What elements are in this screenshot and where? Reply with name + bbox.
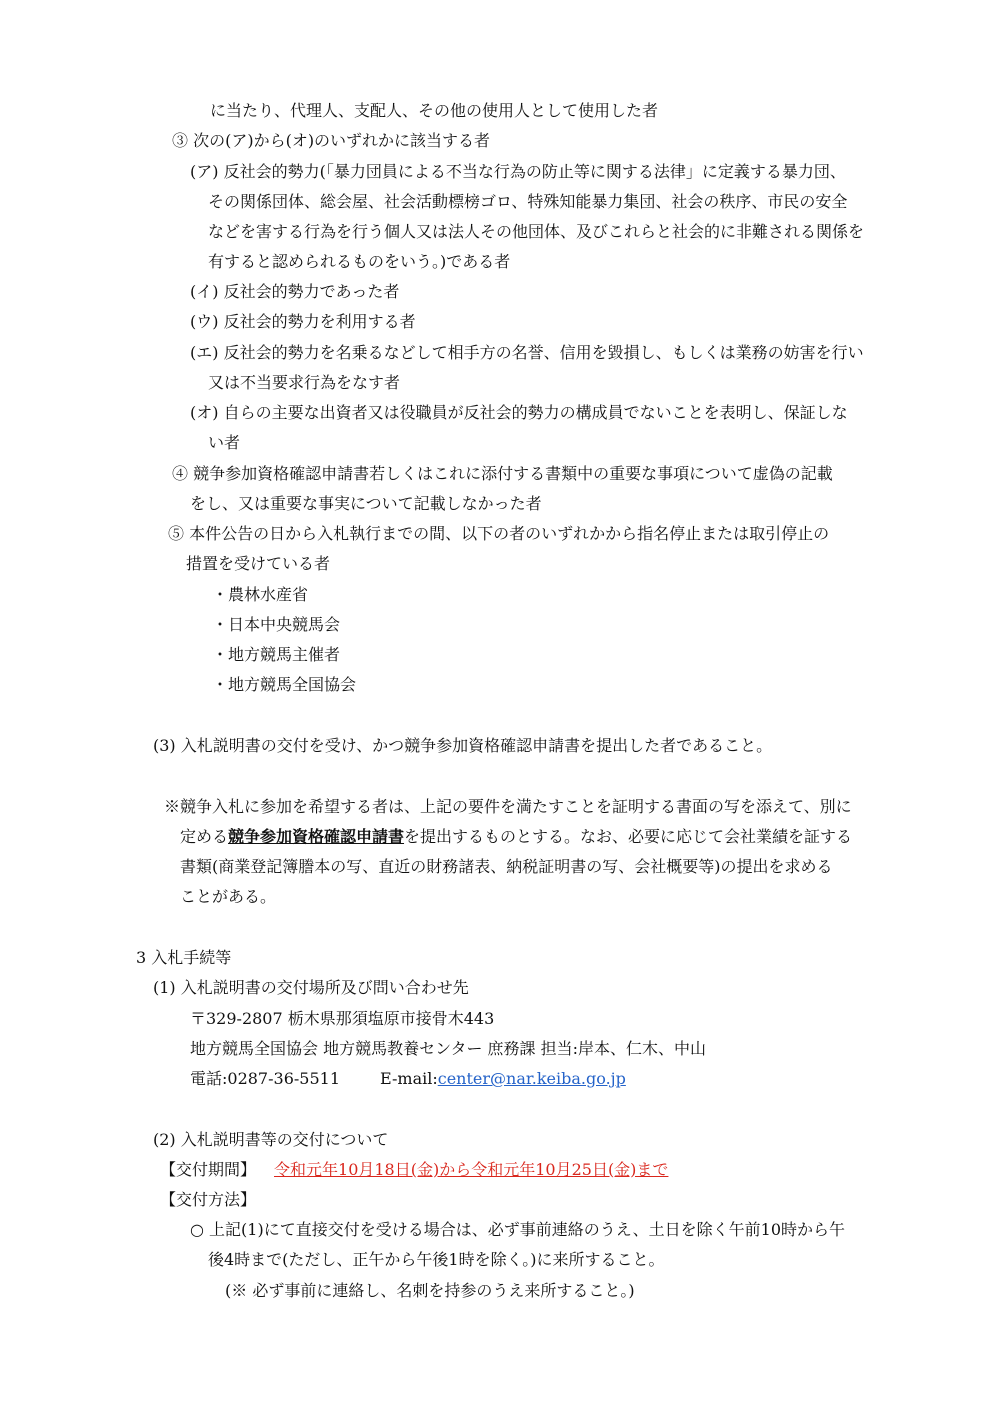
note-line xyxy=(180,826,852,848)
note-prefix: 定める xyxy=(180,827,229,846)
text-line: 措置を受けている者 xyxy=(186,554,331,573)
text-line: 後4時まで(ただし、正午から午後1時を除く。)に来所すること。 xyxy=(208,1250,665,1269)
note-line: 書類(商業登記簿謄本の写、直近の財務諸表、納税証明書の写、会社概要等)の提出を求める xyxy=(180,857,833,876)
bullet-item: ・農林水産省 xyxy=(212,585,309,604)
note-line: ことがある。 xyxy=(180,887,277,906)
method-item: ○ 上記(1)にて直接交付を受ける場合は、必ず事前連絡のうえ、土日を除く午前10時から午 xyxy=(190,1220,846,1239)
period-line xyxy=(160,1159,668,1181)
bullet-item: ・地方競馬主催者 xyxy=(212,645,341,664)
office-line: 地方競馬全国協会 地方競馬教養センター 庶務課 担当:岸本、仁木、中山 xyxy=(190,1039,707,1058)
text-line: などを害する行為を行う個人又は法人その他団体、及びこれらと社会的に非難される関係を xyxy=(208,222,865,241)
text-line: 又は不当要求行為をなす者 xyxy=(208,373,401,392)
text-line: その関係団体、総会屋、社会活動標榜ゴロ、特殊知能暴力集団、社会の秩序、市民の安全 xyxy=(208,192,848,211)
period-value: 令和元年10月18日(金)から令和元年10月25日(金)まで xyxy=(274,1160,669,1179)
note-suffix: を提出するものとする。なお、必要に応じて会社業績を証する xyxy=(404,827,853,846)
text-line: をし、又は重要な事実について記載しなかった者 xyxy=(190,494,542,513)
note-line: ※競争入札に参加を希望する者は、上記の要件を満たすことを証明する書面の写を添えて、別に xyxy=(164,797,852,816)
email-label: E-mail: xyxy=(380,1069,438,1088)
text-line: い者 xyxy=(208,433,241,452)
section-item-3: (3) 入札説明書の交付を受け、かつ競争参加資格確認申請書を提出した者であること。 xyxy=(153,736,773,755)
address-line: 〒329-2807 栃木県那須塩原市接骨木443 xyxy=(190,1009,495,1028)
list-item-4: ④ 競争参加資格確認申請書若しくはこれに添付する書類中の重要な事項について虚偽の記載 xyxy=(172,464,833,483)
text-line: に当たり、代理人、支配人、その他の使用人として使用した者 xyxy=(210,101,659,120)
list-item-3: ③ 次の(ア)から(オ)のいずれかに該当する者 xyxy=(172,131,491,150)
sub-item-e: (エ) 反社会的勢力を名乗るなどして相手方の名誉、信用を毀損し、もしくは業務の妨害を行い xyxy=(190,343,864,362)
subsection-heading: (1) 入札説明書の交付場所及び問い合わせ先 xyxy=(153,978,469,997)
email-link[interactable]: center@nar.keiba.go.jp xyxy=(437,1069,626,1088)
text-line: 有すると認められるものをいう。)である者 xyxy=(208,252,511,271)
application-form-name: 競争参加資格確認申請書 xyxy=(228,827,405,846)
method-label: 【交付方法】 xyxy=(160,1190,257,1209)
sub-item-a: (ア) 反社会的勢力(「暴力団員による不当な行為の防止等に関する法律」に定義する暴力団、 xyxy=(190,162,846,181)
contact-line xyxy=(190,1068,626,1090)
section-heading: 3 入札手続等 xyxy=(136,948,232,967)
bullet-item: ・日本中央競馬会 xyxy=(212,615,341,634)
note-line: (※ 必ず事前に連絡し、名刺を持参のうえ来所すること。) xyxy=(225,1281,635,1300)
subsection-heading: (2) 入札説明書等の交付について xyxy=(153,1130,389,1149)
sub-item-i: (イ) 反社会的勢力であった者 xyxy=(190,282,400,301)
list-item-5: ⑤ 本件公告の日から入札執行までの間、以下の者のいずれかから指名停止または取引停止の xyxy=(168,524,830,543)
phone-number: 電話:0287-36-5511 xyxy=(190,1069,341,1088)
bullet-item: ・地方競馬全国協会 xyxy=(212,675,357,694)
sub-item-o: (オ) 自らの主要な出資者又は役職員が反社会的勢力の構成員でないことを表明し、保証しな xyxy=(190,403,848,422)
period-label: 【交付期間】 xyxy=(160,1160,257,1179)
sub-item-u: (ウ) 反社会的勢力を利用する者 xyxy=(190,312,416,331)
